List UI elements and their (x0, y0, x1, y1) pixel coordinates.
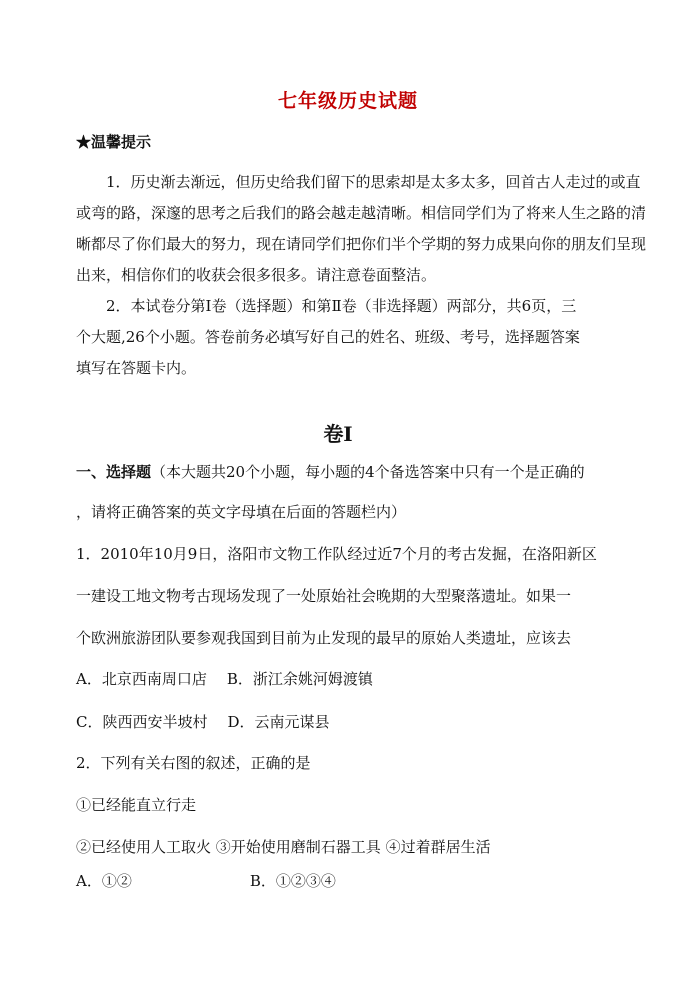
section-instructions-continued: ，请将正确答案的英文字母填在后面的答题栏内） (76, 503, 407, 521)
section-heading (76, 457, 636, 488)
question-2-stem: 2．下列有关右图的叙述，正确的是 (76, 754, 311, 772)
page-title: 七年级历史试题 (277, 90, 418, 112)
volume-heading: 卷Ⅰ (323, 422, 353, 446)
tip-heading: ★温馨提示 (76, 133, 152, 151)
tip2-line: 填写在答题卡内。 (76, 359, 197, 377)
question-1-stem: 个欧洲旅游团队要参观我国到目前为止发现的最早的原始人类遗址，应该去 (76, 629, 572, 647)
question-1-stem: 一建设工地文物考古现场发现了一处原始社会晚期的大型聚落遗址。如果一 (76, 587, 572, 605)
tip-paragraph-2 (76, 291, 622, 384)
section-title: 一、选择题 (76, 463, 152, 481)
tip2-line: 2．本试卷分第Ⅰ卷（选择题）和第Ⅱ卷（非选择题）两部分，共6页，三 (76, 297, 577, 315)
question-2-items (76, 836, 491, 858)
tip2-line: 个大题,26个小题。答卷前务必填写好自己的姓名、班级、考号，选择题答案 (76, 328, 580, 346)
question-2-options (76, 870, 336, 892)
question-1-options-ab (76, 668, 373, 690)
tip1-line: 1．历史渐去渐远，但历史给我们留下的思索却是太多太多，回首古人走过的或直 (76, 173, 641, 191)
question-1-stem: 1．2010年10月9日，洛阳市文物工作队经过近7个月的考古发掘，在洛阳新区 (76, 545, 597, 563)
tip1-line: 出来，相信你们的收获会很多很多。请注意卷面整洁。 (76, 266, 437, 284)
tip-paragraph-1 (76, 167, 647, 291)
question-2-item-1: ①已经能直立行走 (76, 796, 197, 814)
question-2-item-4: ④过着群居生活 (385, 838, 491, 856)
option-b: B．浙江余姚河姆渡镇 (226, 670, 373, 688)
question-2-item-3: ③开始使用磨制石器工具 (215, 838, 381, 856)
question-1-options-cd (76, 711, 330, 733)
tip1-line: 晰都尽了你们最大的努力，现在请同学们把你们半个学期的努力成果向你的朋友们呈现 (76, 235, 647, 253)
option-c: C．陕西西安半坡村 (76, 713, 208, 731)
option-b: B．①②③④ (249, 872, 336, 890)
option-d: D．云南元谋县 (227, 713, 330, 731)
tip1-line: 或弯的路，深邃的思考之后我们的路会越走越清晰。相信同学们为了将来人生之路的清 (76, 204, 647, 222)
section-instructions: （本大题共20个小题，每小题的4个备选答案中只有一个是正确的 (151, 463, 585, 481)
question-2-item-2: ②已经使用人工取火 (76, 838, 212, 856)
option-a: A．①② (76, 872, 132, 890)
option-a: A．北京西南周口店 (76, 670, 207, 688)
